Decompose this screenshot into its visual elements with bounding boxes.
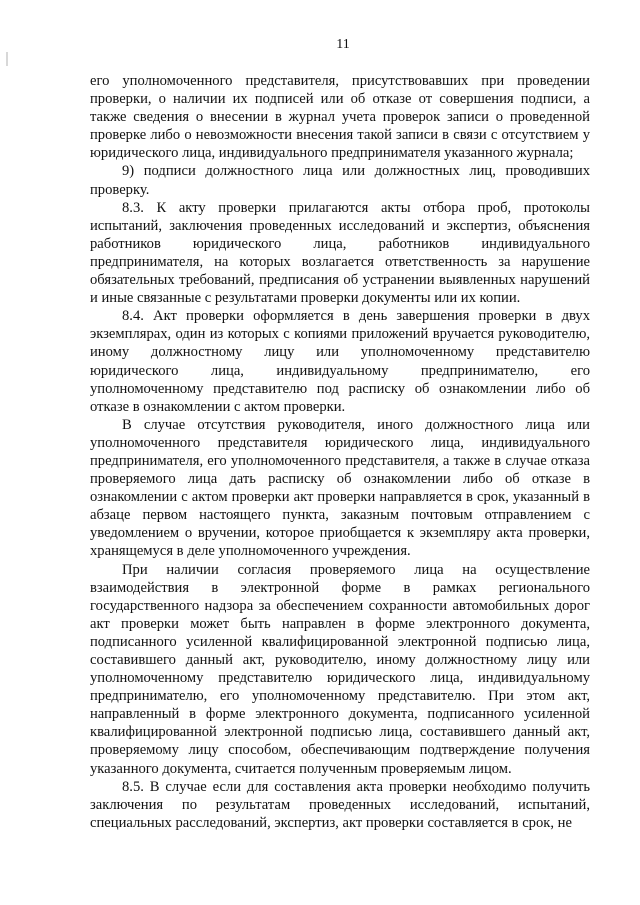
- page-number: 11: [336, 37, 350, 52]
- margin-mark: [6, 52, 8, 66]
- document-body: [90, 72, 590, 832]
- paragraph-absence-case: В случае отсутствия руководителя, иного должностного лица или уполномоченного представителя юридического лица, индивидуального предпринимателя, его уполномоченного представителя, а также в случае отказа проверяемого лица дать расписку об ознакомлении либо об отказе в ознакомлении с актом проверки акт проверки направляется в срок, указанный в абзаце первом настоящего пункта, заказным почтовым отправлением с уведомлением о вручении, которое приобщается к экземпляру акта проверки, хранящемуся в деле уполномоченного учреждения.: [90, 416, 590, 560]
- paragraph-8-3: 8.3. К акту проверки прилагаются акты отбора проб, протоколы испытаний, заключения проведенных исследований и экспертиз, объяснения работников юридического лица, работников индивидуального предпринимателя, на которых возлагается ответственность за нарушение обязательных требований, предписания об устранении выявленных нарушений и иные связанные с результатами проверки документы или их копии.: [90, 199, 590, 307]
- paragraph-item-9: 9) подписи должностного лица или должностных лиц, проводивших проверку.: [90, 163, 590, 198]
- paragraph-8-5: 8.5. В случае если для составления акта проверки необходимо получить заключения по результатам проведенных исследований, испытаний, специальных расследований, экспертиз, акт проверки составляется в срок, не: [90, 778, 590, 831]
- paragraph-8-4: 8.4. Акт проверки оформляется в день завершения проверки в двух экземплярах, один из которых с копиями приложений вручается руководителю, иному должностному лицу или уполномоченному представителю юридического лица, индивидуальному предпринимателю, его уполномоченному представителю под расписку об ознакомлении либо об отказе в ознакомлении с актом проверки.: [90, 308, 590, 415]
- paragraph-continuation: его уполномоченного представителя, присутствовавших при проведении проверки, о наличии их подписей или об отказе от совершения подписи, а также сведения о внесении в журнал учета проверок записи о проведенной проверке либо о невозможности внесения такой записи в связи с отсутствием у юридического лица, индивидуального предпринимателя указанного журнала;: [90, 73, 590, 162]
- paragraph-electronic-form: При наличии согласия проверяемого лица на осуществление взаимодействия в электронной форме в рамках регионального государственного надзора за обеспечением сохранности автомобильных дорог акт проверки может быть направлен в форме электронного документа, подписанного усиленной квалифицированной электронной подписью лица, составившего данный акт, руководителю, иному должностному лицу или уполномоченному представителю юридического лица, индивидуальному предпринимателю, его уполномоченному представителю. При этом акт, направленный в форме электронного документа, подписанного усиленной квалифицированной электронной подписью лица, составившего данный акт, проверяемому лицу способом, обеспечивающим подтверждение получения указанного документа, считается полученным проверяемым лицом.: [90, 561, 590, 777]
